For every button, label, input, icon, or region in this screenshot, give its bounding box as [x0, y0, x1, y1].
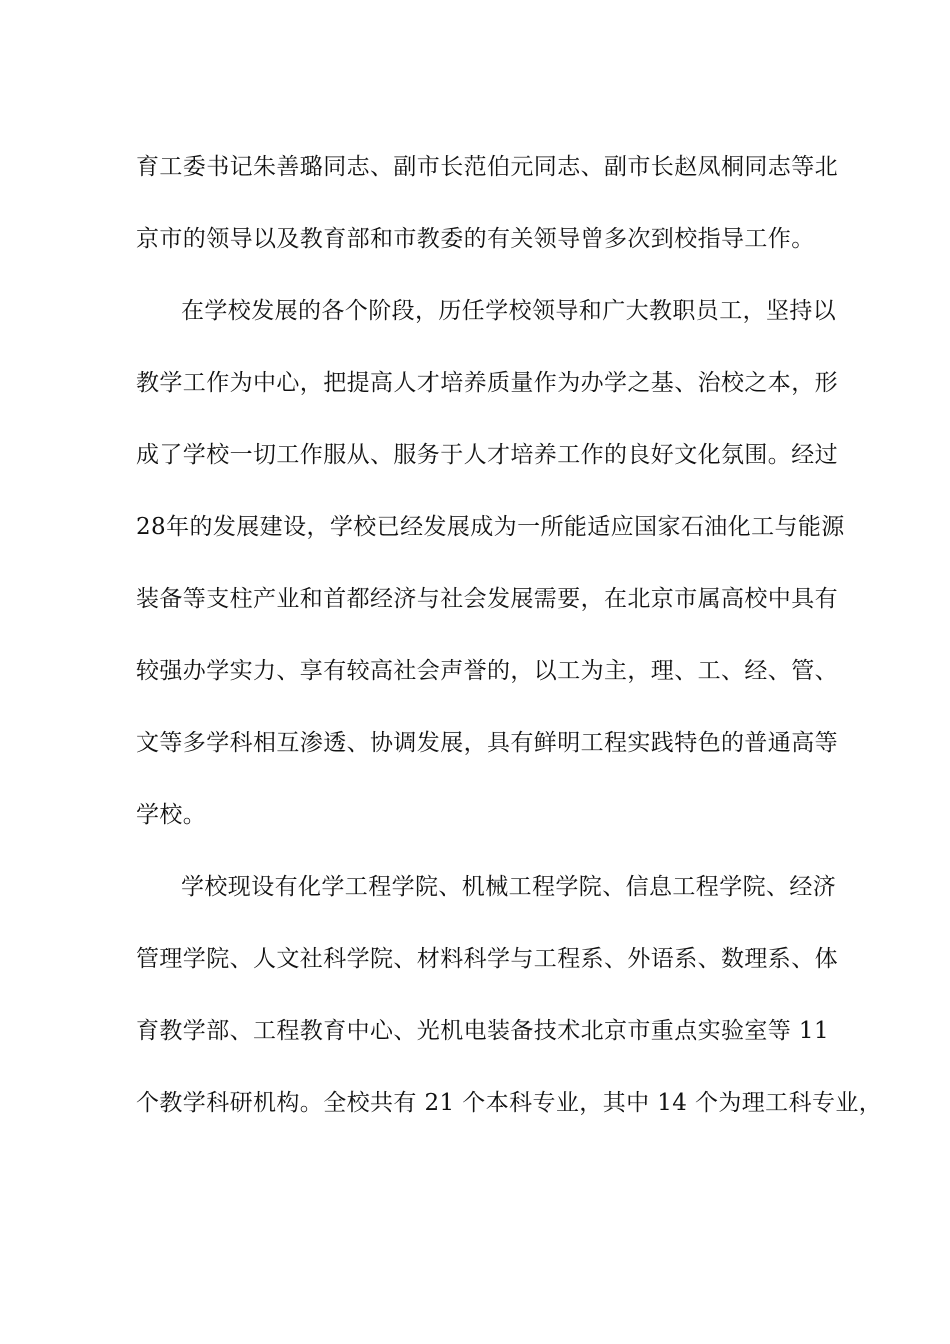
paragraph-line: 文等多学科相互渗透、协调发展，具有鲜明工程实践特色的普通高等: [136, 730, 838, 756]
paragraph-line: 育教学部、工程教育中心、光机电装备技术北京市重点实验室等 11: [136, 1018, 829, 1044]
paragraph-line: 装备等支柱产业和首都经济与社会发展需要，在北京市属高校中具有: [136, 586, 838, 612]
paragraph-line: 在学校发展的各个阶段，历任学校领导和广大教职员工，坚持以: [181, 298, 837, 324]
paragraph-line: 京市的领导以及教育部和市教委的有关领导曾多次到校指导工作。: [136, 226, 815, 252]
paragraph-line: 学校现设有化学工程学院、机械工程学院、信息工程学院、经济: [181, 874, 837, 900]
paragraph-line: 学校。: [136, 802, 207, 828]
paragraph-line: 成了学校一切工作服从、服务于人才培养工作的良好文化氛围。经过: [136, 442, 838, 468]
paragraph-line: 28年的发展建设，学校已经发展成为一所能适应国家石油化工与能源: [136, 514, 845, 540]
paragraph-line: 较强办学实力、享有较高社会声誉的，以工为主，理、工、经、管、: [136, 658, 838, 684]
paragraph-line: 教学工作为中心，把提高人才培养质量作为办学之基、治校之本，形: [136, 370, 838, 396]
paragraph-line: 育工委书记朱善璐同志、副市长范伯元同志、副市长赵凤桐同志等北: [136, 154, 838, 180]
paragraph-line: 个教学科研机构。全校共有 21 个本科专业，其中 14 个为理工科专业，: [136, 1090, 883, 1116]
paragraph-line: 管理学院、人文社科学院、材料科学与工程系、外语系、数理系、体: [136, 946, 838, 972]
